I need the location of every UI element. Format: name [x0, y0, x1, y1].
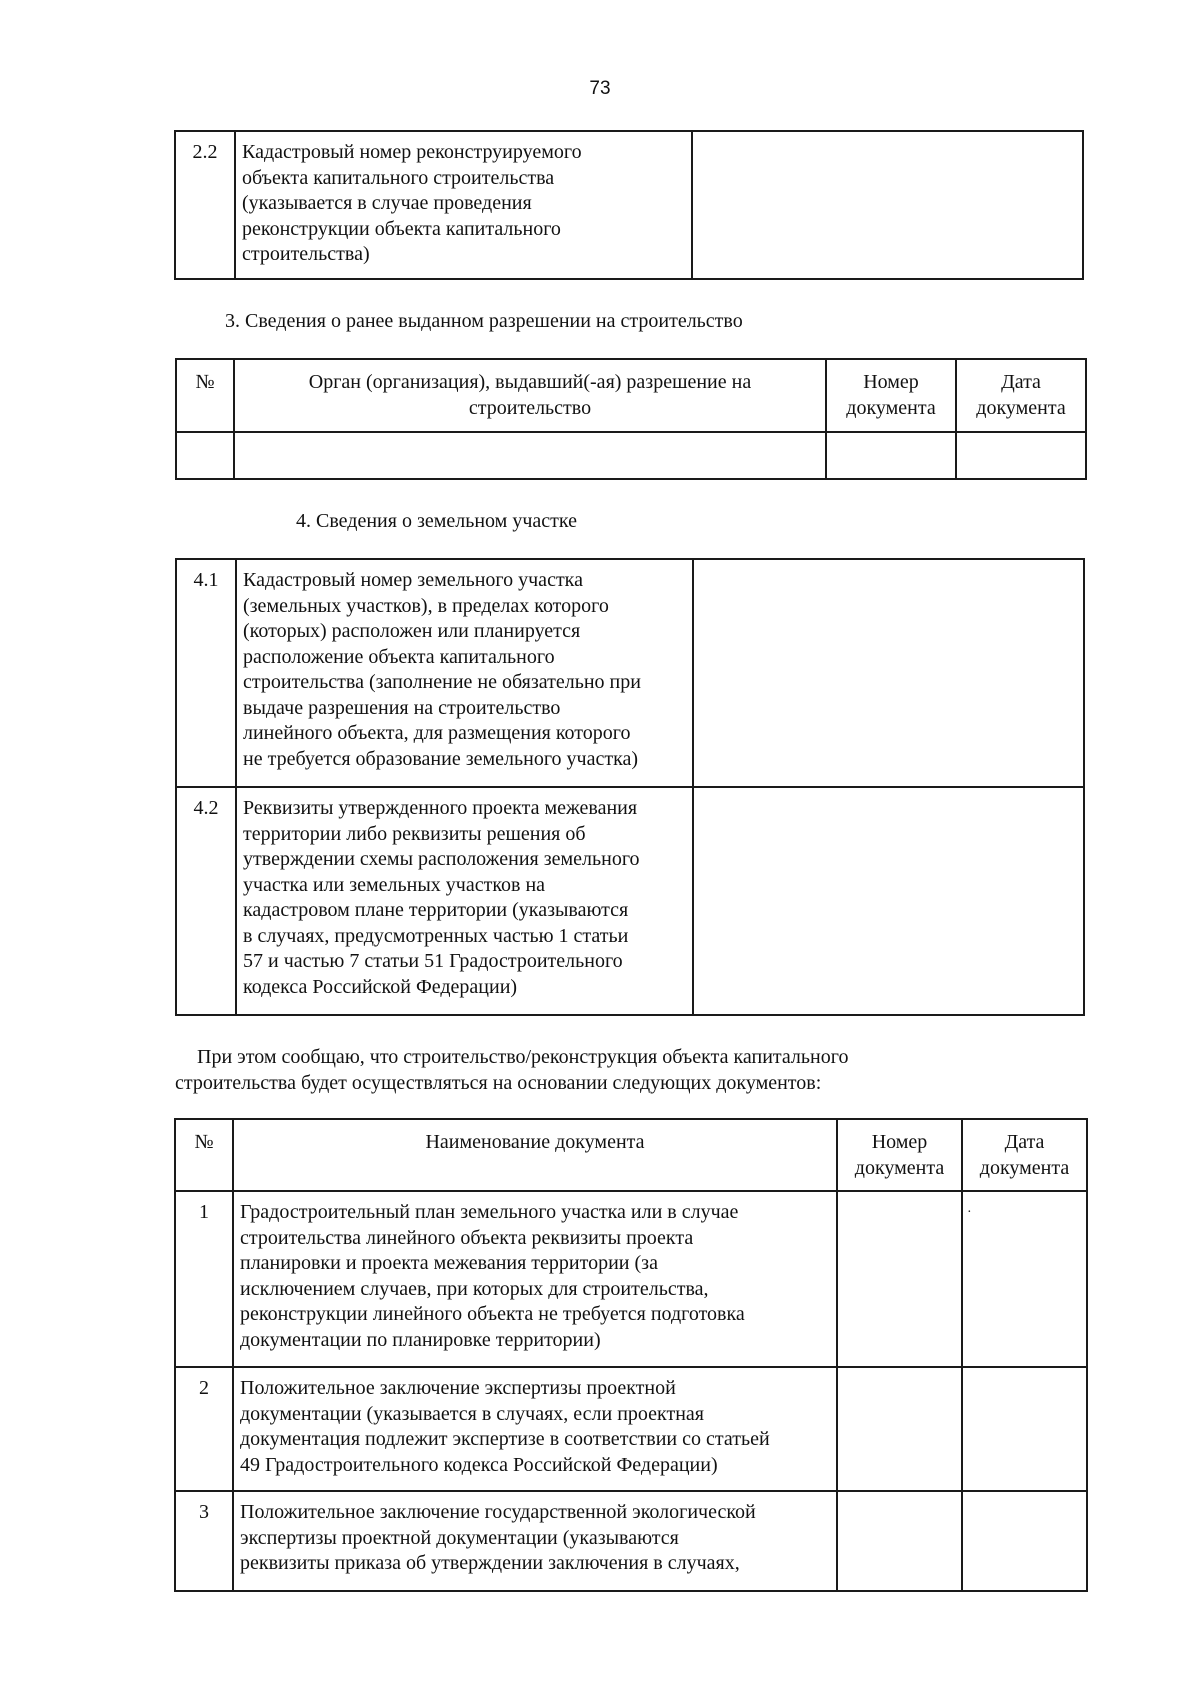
text-line: не требуется образование земельного участка)	[243, 747, 639, 770]
nomer-cell[interactable]	[837, 1191, 962, 1367]
text-line: планировки и проекта межевания территории (за	[240, 1252, 658, 1274]
row-number: 4.2	[176, 787, 236, 1015]
value-cell[interactable]	[693, 787, 1084, 1015]
text-line: исключением случаев, при которых для строительства,	[240, 1277, 709, 1300]
header-nomer	[837, 1119, 962, 1191]
nomer-cell[interactable]	[837, 1367, 962, 1491]
value-cell[interactable]	[692, 131, 1083, 279]
paragraph-line: При этом сообщаю, что строительство/реконструкция объекта капитального	[197, 1046, 849, 1068]
header-line: Номер	[863, 371, 919, 393]
header-line: строительство	[468, 396, 592, 419]
header-row	[176, 359, 1086, 432]
header-line: документа	[976, 396, 1066, 419]
text-line: экспертизы проектной документации (указываются	[240, 1526, 679, 1549]
table-section-3	[175, 358, 1087, 480]
row-description	[235, 131, 692, 279]
text-line: (которых) расположен или планируется	[243, 620, 581, 642]
text-line: Реквизиты утвержденного проекта межевания	[243, 797, 638, 819]
text-line: реконструкции объекта капитального	[242, 217, 561, 240]
text-line: расположение объекта капитального	[243, 645, 555, 668]
text-line: утверждении схемы расположения земельного	[243, 848, 640, 870]
empty-cell[interactable]	[826, 432, 956, 479]
header-organ	[234, 359, 826, 432]
row-number: 2.2	[175, 131, 235, 279]
text-line: кодекса Российской Федерации)	[243, 975, 518, 998]
empty-cell[interactable]	[956, 432, 1086, 479]
text-line: (земельных участков), в пределах которого	[243, 594, 609, 617]
header-data	[962, 1119, 1087, 1191]
table-section-4	[175, 558, 1085, 1016]
text-line: в случаях, предусмотренных частью 1 статьи	[243, 924, 629, 947]
table-section-2	[174, 130, 1084, 280]
table-row	[176, 432, 1086, 479]
header-line: документа	[854, 1156, 945, 1179]
text-line: участка или земельных участков на	[243, 873, 546, 896]
table-row	[175, 1191, 1087, 1367]
nomer-cell[interactable]	[837, 1491, 962, 1591]
date-cell[interactable]	[962, 1191, 1087, 1367]
text-line: территории либо реквизиты решения об	[243, 822, 586, 845]
table-row	[176, 559, 1084, 787]
header-num: №	[176, 359, 234, 432]
header-data	[956, 359, 1086, 432]
text-line: кадастровом плане территории (указываются	[243, 899, 629, 921]
date-mark: ·	[967, 1205, 972, 1220]
table-row	[175, 1367, 1087, 1491]
text-line: Градостроительный план земельного участка или в случае	[240, 1201, 739, 1223]
text-line: объекта капитального строительства	[242, 166, 555, 189]
header-num: №	[175, 1119, 233, 1191]
text-line: (указывается в случае проведения	[242, 192, 532, 214]
table-row	[175, 131, 1083, 279]
table-row	[176, 787, 1084, 1015]
date-cell[interactable]	[962, 1491, 1087, 1591]
row-number: 2	[175, 1367, 233, 1491]
header-line: Орган (организация), выдавший(-ая) разрешение на	[308, 371, 752, 393]
row-description	[233, 1367, 837, 1491]
text-line: документация подлежит экспертизе в соответствии со статьей	[240, 1428, 770, 1450]
row-description	[233, 1491, 837, 1591]
empty-cell[interactable]	[234, 432, 826, 479]
row-description	[236, 787, 693, 1015]
text-line: 57 и частью 7 статьи 51 Градостроительного	[243, 950, 623, 972]
header-name: Наименование документа	[233, 1119, 837, 1191]
text-line: строительства)	[242, 243, 370, 265]
row-description	[236, 559, 693, 787]
value-cell[interactable]	[693, 559, 1084, 787]
text-line: строительства (заполнение не обязательно при	[243, 671, 641, 693]
intro-paragraph	[175, 1044, 848, 1096]
header-line: документа	[979, 1156, 1070, 1179]
header-line: Номер	[871, 1131, 928, 1153]
text-line: 49 Градостроительного кодекса Российской Федерации)	[240, 1453, 718, 1476]
text-line: выдаче разрешения на строительство	[243, 696, 561, 719]
text-line: Положительное заключение экспертизы проектной	[240, 1377, 676, 1399]
row-number: 4.1	[176, 559, 236, 787]
row-description	[233, 1191, 837, 1367]
table-documents	[174, 1118, 1088, 1592]
text-line: документации (указывается в случаях, если проектная	[240, 1402, 705, 1425]
header-nomer	[826, 359, 956, 432]
row-number: 3	[175, 1491, 233, 1591]
header-line: Дата	[1004, 1131, 1045, 1153]
page-number: 73	[589, 78, 611, 99]
text-line: Кадастровый номер земельного участка	[243, 569, 583, 591]
empty-cell[interactable]	[176, 432, 234, 479]
paragraph-line: строительства будет осуществляться на основании следующих документов:	[175, 1072, 822, 1094]
text-line: реконструкции линейного объекта не требуется подготовка	[240, 1303, 745, 1325]
text-line: реквизиты приказа об утверждении заключения в случаях,	[240, 1552, 740, 1574]
header-row	[175, 1119, 1087, 1191]
text-line: Положительное заключение государственной экологической	[240, 1501, 756, 1523]
row-number: 1	[175, 1191, 233, 1367]
date-cell[interactable]	[962, 1367, 1087, 1491]
text-line: документации по планировке территории)	[240, 1328, 601, 1351]
section-4-title: 4. Сведения о земельном участке	[296, 510, 577, 532]
text-line: Кадастровый номер реконструируемого	[242, 141, 582, 163]
text-line: линейного объекта, для размещения которого	[243, 722, 631, 744]
header-line: документа	[846, 396, 936, 419]
header-line: Дата	[1001, 371, 1041, 393]
text-line: строительства линейного объекта реквизиты проекта	[240, 1226, 694, 1249]
section-3-title: 3. Сведения о ранее выданном разрешении на строительство	[225, 310, 743, 332]
table-row	[175, 1491, 1087, 1591]
